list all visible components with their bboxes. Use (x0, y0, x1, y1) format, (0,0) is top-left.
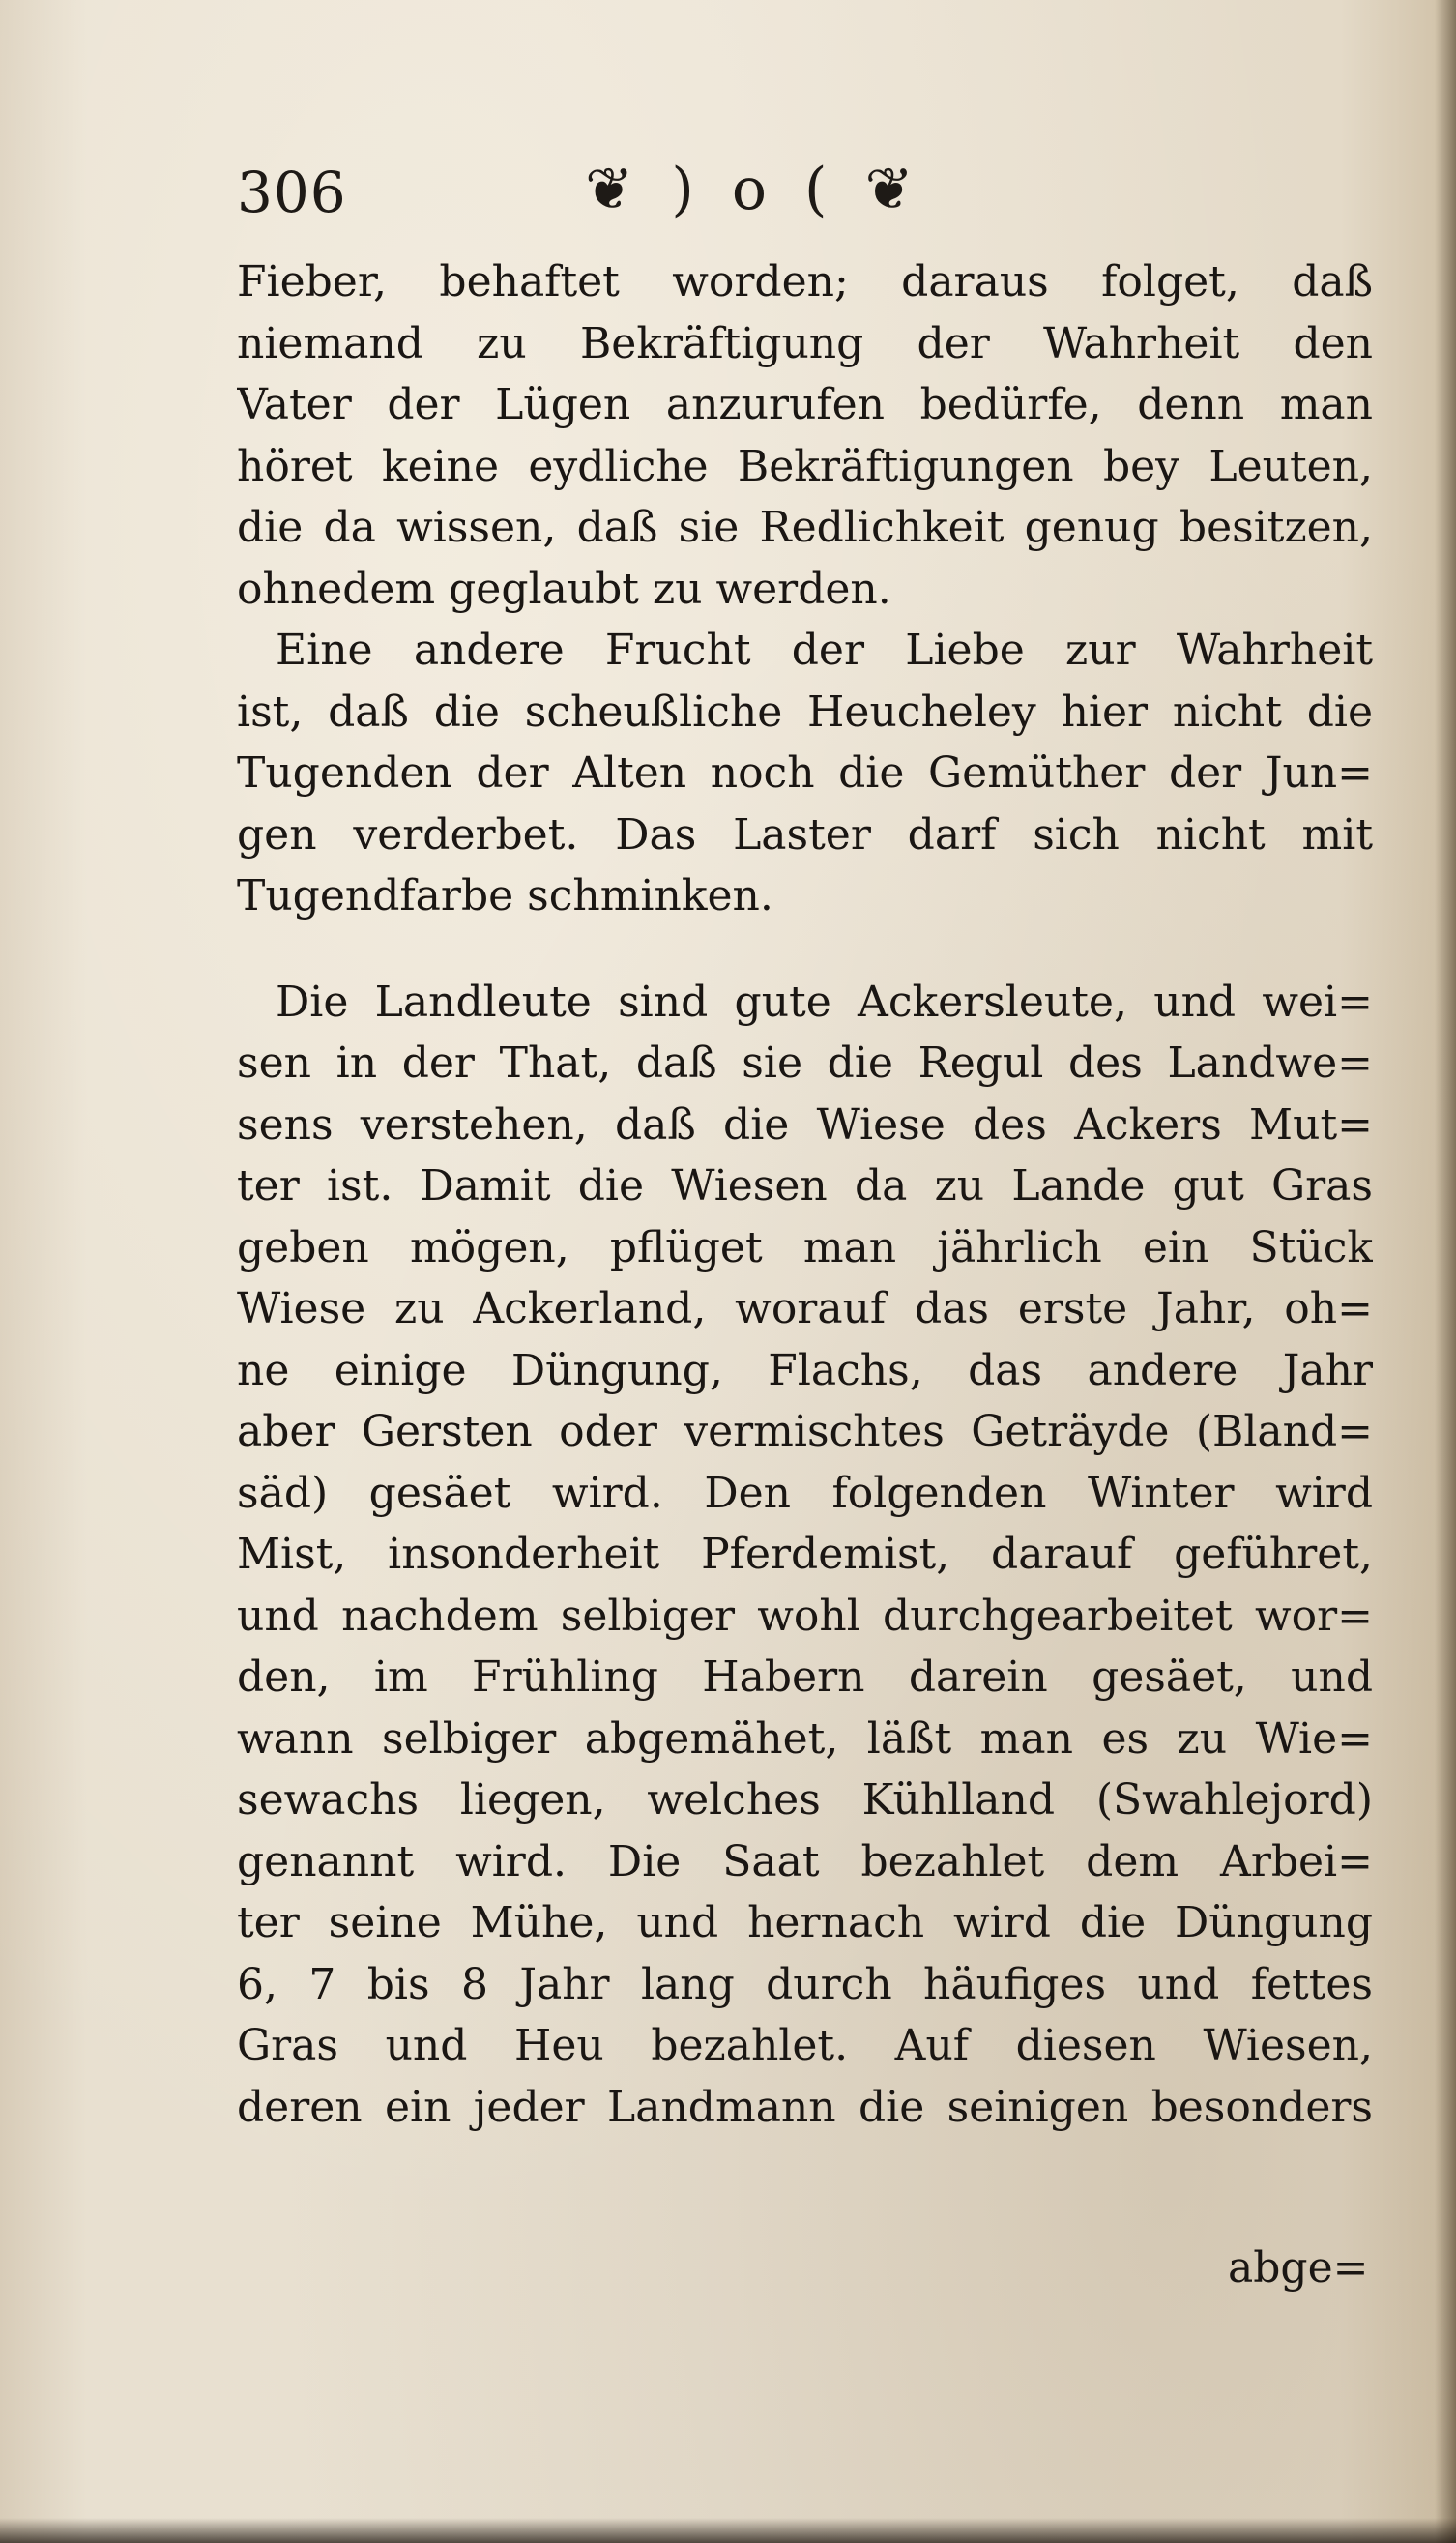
text-line: ohnedem geglaubt zu werden. (237, 564, 891, 614)
text-line: die da wissen, daß sie Redlichkeit genug besitzen, (237, 503, 1373, 552)
paragraph-2 (237, 620, 1373, 927)
text-line: Die Landleute sind gute Ackersleute, und wei= (276, 977, 1373, 1027)
text-line: Wiese zu Ackerland, worauf das erste Jahr, oh= (237, 1284, 1373, 1333)
header-ornament: ❦ ) o ( ❦ (585, 156, 923, 223)
text-line: den, im Frühling Habern darein gesäet, und (237, 1652, 1373, 1702)
text-line: 6, 7 bis 8 Jahr lang durch häufiges und fettes (237, 1959, 1373, 2009)
text-line: ter seine Mühe, und hernach wird die Düngung (237, 1898, 1373, 1947)
text-line: Fieber, behaftet worden; daraus folget, daß (237, 257, 1373, 307)
text-line: sens verstehen, daß die Wiese des Ackers Mut= (237, 1099, 1373, 1150)
text-line: höret keine eydliche Bekräftigungen bey Leuten, (237, 441, 1373, 491)
text-line: und nachdem selbiger wohl durchgearbeitet wor= (237, 1591, 1373, 1641)
text-line: ter ist. Damit die Wiesen da zu Lande gut Gras (237, 1161, 1373, 1211)
page-edge-shadow (1435, 0, 1456, 2543)
text-line: geben mögen, pflüget man jährlich ein Stück (237, 1222, 1373, 1272)
text-line: sen in der That, daß sie die Regul des Landwe= (237, 1038, 1373, 1088)
text-line: säd) gesäet wird. Den folgenden Winter wird (237, 1468, 1373, 1518)
text-line: aber Gersten oder vermischtes Geträyde (Bland= (237, 1407, 1373, 1456)
text-line: ne einige Düngung, Flachs, das andere Jahr (237, 1345, 1373, 1395)
page-bottom-shadow (0, 2518, 1456, 2543)
page-number: 306 (237, 160, 347, 225)
text-line: niemand zu Bekräftigung der Wahrheit den (237, 318, 1373, 368)
text-line: deren ein jeder Landmann die seinigen besonders (237, 2082, 1373, 2132)
text-line: genannt wird. Die Saat bezahlet dem Arbei= (237, 1836, 1373, 1886)
text-line: Tugenden der Alten noch die Gemüther der Jun= (237, 748, 1373, 798)
text-line: Eine andere Frucht der Liebe zur Wahrheit (276, 626, 1373, 675)
text-line: Gras und Heu bezahlet. Auf diesen Wiesen, (237, 2021, 1373, 2070)
text-line: Mist, insonderheit Pferdemist, darauf geführet, (237, 1530, 1373, 1579)
text-line: gen verderbet. Das Laster darf sich nicht mit (237, 809, 1373, 860)
catchword: abge= (1228, 2243, 1369, 2293)
text-line: sewachs liegen, welches Kühlland (Swahlejord) (237, 1775, 1373, 1825)
paragraph-3 (237, 972, 1373, 2139)
page-header (237, 156, 1368, 237)
paragraph-1 (237, 251, 1373, 620)
text-line: wann selbiger abgemähet, läßt man es zu Wie= (237, 1713, 1373, 1764)
text-line: ist, daß die scheußliche Heucheley hier nicht die (237, 687, 1373, 737)
paragraph-gap (237, 927, 1373, 972)
text-line: Vater der Lügen anzurufen bedürfe, denn man (237, 380, 1373, 429)
body-text (237, 251, 1373, 2138)
text-line: Tugendfarbe schminken. (237, 871, 773, 921)
